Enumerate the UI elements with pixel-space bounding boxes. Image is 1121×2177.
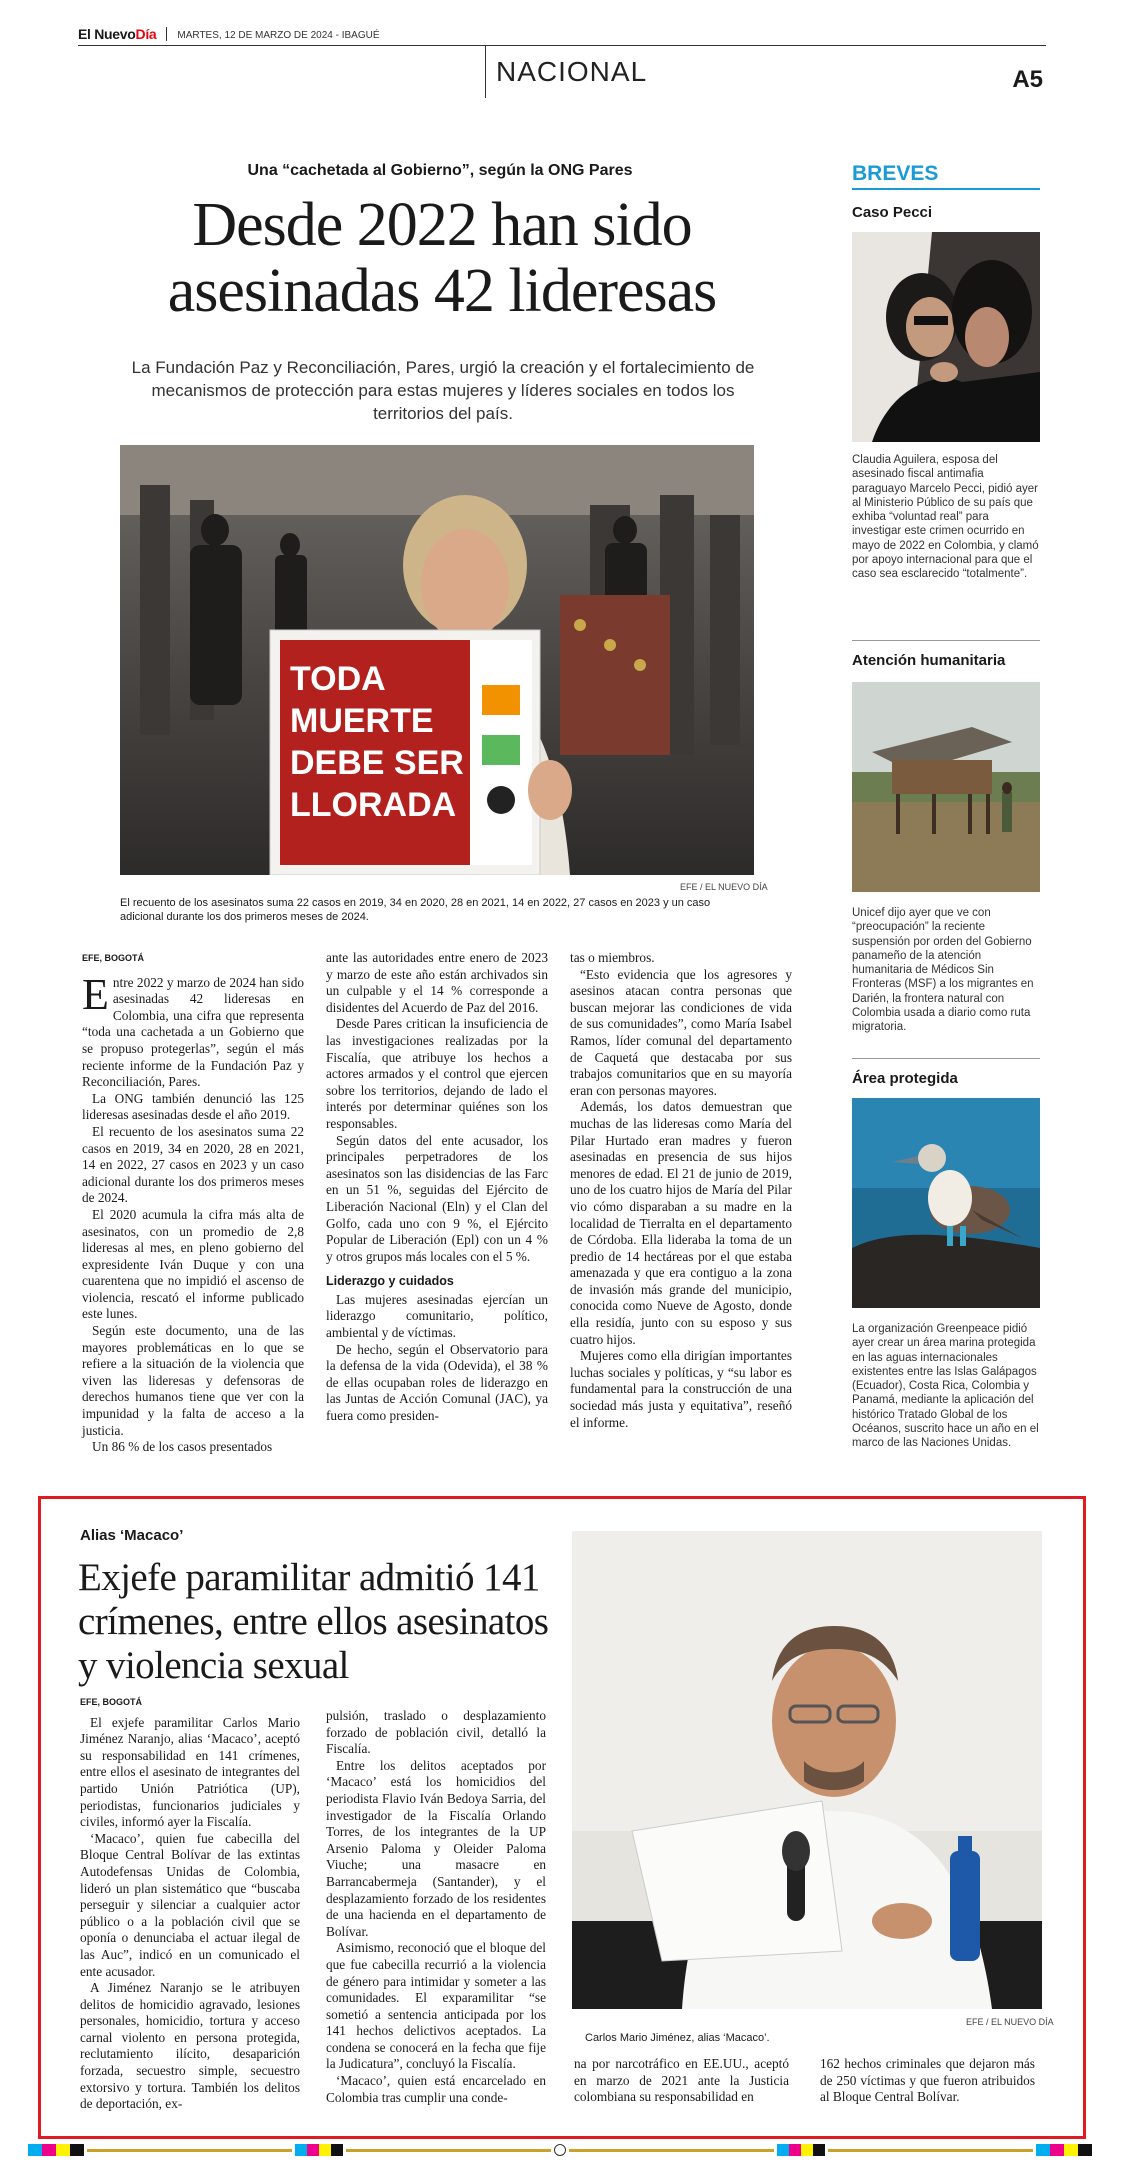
swatch — [331, 2144, 343, 2156]
sign-line-1: TODA — [290, 660, 386, 698]
swatch — [70, 2144, 84, 2156]
paragraph: Desde Pares critican la insuficiencia de las investigaciones realizadas por la Fiscalía, que atribuye los hechos a actores armados y el control que ejercen sobre los territorios, dejando de lado el interés por determinar quiénes son los responsables. — [326, 1016, 548, 1131]
main-headline: Desde 2022 han sido asesinadas 42 lideresas — [167, 191, 717, 325]
bottom-column-1 — [80, 1694, 300, 2113]
bottom-photo-caption: Carlos Mario Jiménez, alias ‘Macaco’. — [585, 2032, 770, 2044]
paragraph: La ONG también denunció las 125 lideresas asesinadas desde el año 2019. — [82, 1090, 304, 1123]
crosshair-icon — [554, 2144, 566, 2156]
swatch — [307, 2144, 319, 2156]
color-registration-bar — [28, 2144, 1092, 2156]
sign-line-3: DEBE SER — [290, 744, 464, 782]
swatch — [813, 2144, 825, 2156]
bottom-column-2 — [326, 1708, 546, 2106]
paragraph: Además, los datos demuestran que muchas de las lideresas como María del Pilar Hurtado eran madres y fueron asesinadas en presencia de sus hijos menores de edad. El 21 de junio de 2019, uno de los cuatro hijos de María del Pilar vio cómo disparaban a su madre en la localidad de Tierralta en el departamento de Córdoba. Ella lideraba la toma de un predio de 14 hectáreas por el que estaba amenazada y que era contiguo a la zona de invasión más grande del municipio, conocida como Nueve de Agosto, donde ella residía, junto con su esposo y sus cuatro hijos. — [570, 1099, 792, 1347]
paragraph: El 2020 acumula la cifra más alta de asesinatos, con un promedio de 2,8 lideresas al mes, en pleno gobierno del expresidente Iván Duque y con una cuarentena que no impidió el ascenso de violencia, rescató el informe publicado este lunes. — [82, 1206, 304, 1322]
swatch — [1036, 2144, 1050, 2156]
bottom-headline: Exjefe paramilitar admitió 141 crímenes, entre ellos asesinatos y violencia sexual — [78, 1556, 549, 1687]
main-photo — [120, 445, 754, 875]
article-column-3 — [570, 950, 792, 1431]
rule — [346, 2149, 551, 2152]
swatch — [1064, 2144, 1078, 2156]
main-byline: EFE, BOGOTÁ — [82, 953, 145, 963]
paragraph: Asimismo, reconoció que el bloque del que fue cabecilla recurrió a la violencia de género para intimidar y someter a las comunidades. El exparamilitar “se sometió a sentencia anticipada por los 141 hechos delictivos aceptados. La condena se conocerá en la fecha que fije la Judicatura”, concluyó la Fiscalía. — [326, 1940, 546, 2072]
breves-title: BREVES — [852, 162, 1040, 190]
paragraph: A Jiménez Naranjo se le atribuyen delitos de homicidio agravado, lesiones personales, homicidio, tortura y acceso carnal violento en persona protegida, reclutamiento ilícito, desaparición forzada, secuestro simple, secuestro extorsivo y tortura. También los delitos de deportación, ex- — [80, 1980, 300, 2112]
sign-line-4: LLORADA — [290, 786, 457, 824]
paragraph: ‘Macaco’, quien está encarcelado en Colombia tras cumplir una conde- — [326, 2073, 546, 2105]
swatch — [777, 2144, 789, 2156]
page-number: A5 — [1012, 66, 1043, 93]
paragraph: Según datos del ente acusador, los principales perpetradores de los asesinatos son las disidencias de las Farc en un 51 %, seguidas del Ejército de Liberación Nacional (Eln) y el Clan del Golfo, cada uno con 9 %, el Ejército Popular de Liberación (Epl) con un 4 % y otros grupos más locales con el 5 %. — [326, 1132, 548, 1264]
swatch — [56, 2144, 70, 2156]
dateline: MARTES, 12 DE MARZO DE 2024 - IBAGUÉ — [177, 30, 380, 41]
brief-photo-pecci — [852, 232, 1040, 442]
swatch — [319, 2144, 331, 2156]
bottom-kicker: Alias ‘Macaco’ — [80, 1527, 184, 1544]
brief-photo-booby-bird — [852, 1098, 1040, 1308]
rule — [87, 2149, 292, 2152]
swatch — [1050, 2144, 1064, 2156]
rule — [569, 2149, 774, 2152]
masthead — [78, 24, 1046, 46]
drop-cap: E — [82, 969, 109, 1019]
paragraph: na por narcotráfico en EE.UU., aceptó en marzo de 2021 ante la Justicia colombiana su responsabilidad en — [574, 2056, 789, 2105]
paragraph: Mujeres como ella dirigían importantes luchas sociales y políticas, y “su labor es fundamental para la construcción de una sociedad más justa y equitativa”, reseñó el informe. — [570, 1348, 792, 1430]
paragraph: El exjefe paramilitar Carlos Mario Jiménez Naranjo, alias ‘Macaco’, aceptó su responsabilidad en 141 crímenes, entre ellos el asesinato de integrantes del partido Unión Patriótica (UP), periodistas, funcionarios judiciales y civiles, informó ayer la Fiscalía. — [80, 1714, 300, 1830]
paragraph: “Esto evidencia que los agresores y asesinos atacan contra personas que buscan mejorar las condiciones de vida de sus comunidades”, como María Isabel Ramos, líder comunal del departamento de Caquetá que destacaba por sus trabajos comunitarios que en su mayoría eran con personas mayores. — [570, 966, 792, 1098]
paragraph: Las mujeres asesinadas ejercían un liderazgo comunitario, político, ambiental y de víctimas. — [326, 1291, 548, 1341]
swatch — [801, 2144, 813, 2156]
paragraph: 162 hechos criminales que dejaron más de 250 víctimas y que fueron atribuidos al Bloque Central Bolívar. — [820, 2056, 1035, 2105]
main-article-body — [82, 950, 794, 1485]
bottom-photo-credit: EFE / EL NUEVO DÍA — [966, 2017, 1054, 2027]
brief-text-humanitarian: Unicef dijo ayer que ve con “preocupación” la reciente suspensión por orden del Gobierno panameño de la atención humanitaria de Médicos Sin Fronteras (MSF) a los migrantes en Darién, la frontera natural con Colombia usada a diario como ruta migratoria. — [852, 907, 1034, 1034]
rule — [828, 2149, 1033, 2152]
paragraph: ante las autoridades entre enero de 2023 y marzo de este año están archivados sin un culpable y el 14 % corresponde a disidentes del Acuerdo de Paz del 2016. — [326, 950, 548, 1015]
main-photo-caption: El recuento de los asesinatos suma 22 casos en 2019, 34 en 2020, 28 en 2021, 14 en 2022, 27 casos en 2023 y un caso adicional durante los dos primeros meses de 2024. — [120, 897, 711, 923]
paragraph: pulsión, traslado o desplazamiento forzado de población civil, detalló la Fiscalía. — [326, 1708, 546, 1757]
paragraph: El recuento de los asesinatos suma 22 casos en 2019, 34 en 2020, 28 en 2021, 14 en 2022, 27 casos en 2023 y un caso adicional durante los dos primeros meses de 2024. — [82, 1123, 304, 1206]
brief-photo-humanitarian — [852, 682, 1040, 892]
divider — [166, 27, 167, 41]
article-subhead: Liderazgo y cuidados — [326, 1274, 454, 1289]
brief-text-pecci: Claudia Aguilera, esposa del asesinado fiscal antimafia paraguayo Marcelo Pecci, pidió ayer al Ministerio Público de su país que exhiba “voluntad real” para investigar este crimen ocurrido en mayo de 2022 en Colombia, y clamó por apoyo internacional para que el caso sea esclarecido “totalmente”. — [852, 454, 1039, 581]
paragraph: Entre los delitos aceptados por ‘Macaco’ está los homicidios del periodista Flavio Iván Bedoya Sarria, del investigador de la Fiscalía Orlando Torres, de los integrantes de la UP Arsenio Paloma y Oleider Paloma Viuche; una masacre en Barrancabermeja (Santander), y el desplazamiento forzado de los residentes de una hacienda en el departamento de Bolívar. — [326, 1757, 546, 1939]
swatch — [1078, 2144, 1092, 2156]
brief-title-pecci: Caso Pecci — [852, 204, 933, 221]
paragraph: ‘Macaco’, quien fue cabecilla del Bloque Central Bolívar de las extintas Autodefensas Unidas de Colombia, lideró un plan sistemático que “buscaba perseguir y silenciar a cualquier actor público o a la población civil que se oponía o denunciaba el actuar ilegal de las Auc”, indicó en un comunicado el ente acusador. — [80, 1830, 300, 1979]
bottom-column-3 — [574, 2056, 789, 2106]
bottom-byline: EFE, BOGOTÁ — [80, 1697, 143, 1707]
swatch — [28, 2144, 42, 2156]
brief-title-protected-area: Área protegida — [852, 1070, 958, 1087]
swatch — [295, 2144, 307, 2156]
divider — [852, 1058, 1040, 1059]
section-label: NACIONAL — [496, 56, 648, 87]
article-column-2 — [326, 950, 548, 1425]
paragraph: De hecho, según el Observatorio para la defensa de la vida (Odevida), el 38 % de ellas ocupaban roles de liderazgo en las Juntas de Acción Comunal (JAC), ya fuera como presiden- — [326, 1341, 548, 1424]
main-deck: La Fundación Paz y Reconciliación, Pares, urgió la creación y el fortalecimiento de mecanismos de protección para estas mujeres y líderes sociales en todos los territorios del país. — [131, 358, 755, 423]
paragraph: Un 86 % de los casos presentados — [92, 1439, 273, 1455]
main-kicker: Una “cachetada al Gobierno”, según la ONG Pares — [247, 162, 633, 179]
paragraph: Según este documento, una de las mayores problemáticas en lo que se refiere a la situación de la violencia que viven las lideresas y defensoras de derechos humanos tiene que ver con la impunidad y la falta de acceso a la justicia. — [82, 1323, 304, 1438]
bottom-article-body — [80, 1694, 1090, 2134]
section-label-box — [485, 46, 647, 98]
newspaper-logo: El NuevoDía — [78, 26, 157, 42]
paragraph: tas o miembros. — [570, 950, 655, 965]
brief-title-humanitarian: Atención humanitaria — [852, 652, 1006, 669]
divider — [852, 640, 1040, 641]
swatch — [789, 2144, 801, 2156]
brief-text-protected-area: La organización Greenpeace pidió ayer crear un área marina protegida en las aguas internacionales existentes entre las Islas Galápagos (Ecuador), Costa Rica, Colombia y Panamá, mediante la aplicación del histórico Tratado Global de los Océanos, suscrito hace un año en el marco de las Naciones Unidas. — [852, 1323, 1039, 1450]
bottom-column-4 — [820, 2056, 1035, 2106]
article-column-1 — [82, 950, 304, 1456]
sign-line-2: MUERTE — [290, 702, 434, 740]
swatch — [42, 2144, 56, 2156]
main-photo-credit: EFE / EL NUEVO DÍA — [680, 882, 768, 892]
paragraph: ntre 2022 y marzo de 2024 han sido asesinadas 42 lideresas en Colombia, una cifra que representa “toda una cachetada a un Gobierno que se propuso protegerlas”, según el más reciente informe de la Fundación Paz y Reconciliación, Pares. — [82, 974, 304, 1090]
